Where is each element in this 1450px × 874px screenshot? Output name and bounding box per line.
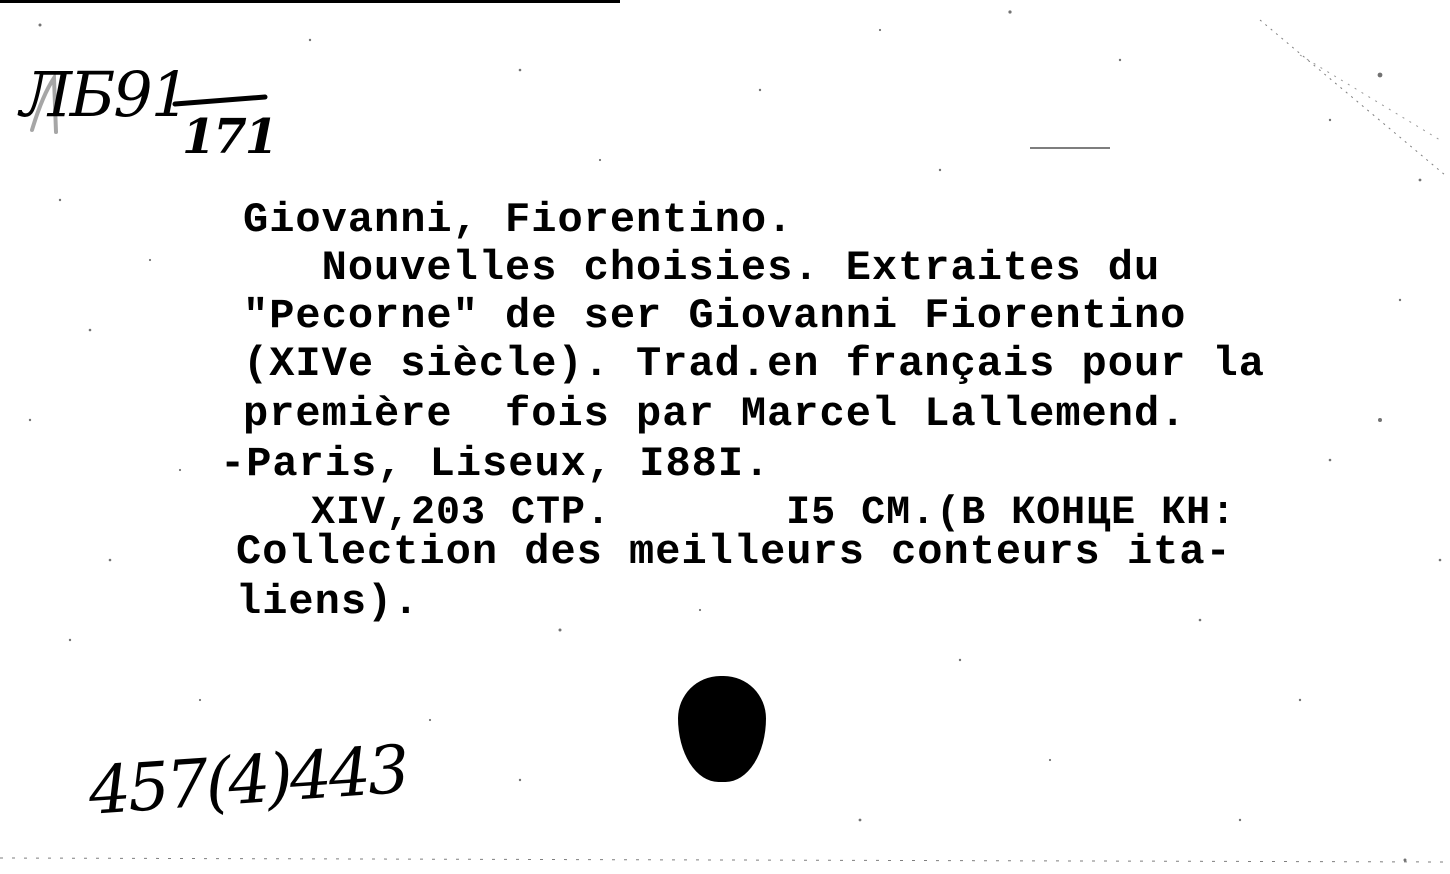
translator-line: première fois par Marcel Lallemend.: [243, 390, 1187, 438]
collation-line: XIV,203 СТР. I5 СМ.(В КОНЦЕ КН:: [236, 491, 1237, 536]
series-note-end: liens).: [236, 578, 420, 626]
handwritten-inventory-number: 457(4)443: [86, 730, 410, 830]
translation-note: (XIVe siècle). Trad.en français pour la: [243, 340, 1265, 388]
series-note: Collection des meilleurs conteurs ita-: [236, 528, 1232, 576]
imprint-line: -Paris, Liseux, I88I.: [220, 440, 771, 488]
punch-hole: [678, 676, 766, 782]
title-line: Nouvelles choisies. Extraites du: [243, 244, 1161, 292]
card-top-edge: [0, 0, 620, 3]
author-heading: Giovanni, Fiorentino.: [243, 196, 794, 244]
title-continuation: "Pecorne" de ser Giovanni Fiorentino: [243, 292, 1187, 340]
shelfmark-main: ЛБ91: [20, 58, 189, 131]
shelfmark-fraction: 171: [182, 109, 277, 165]
